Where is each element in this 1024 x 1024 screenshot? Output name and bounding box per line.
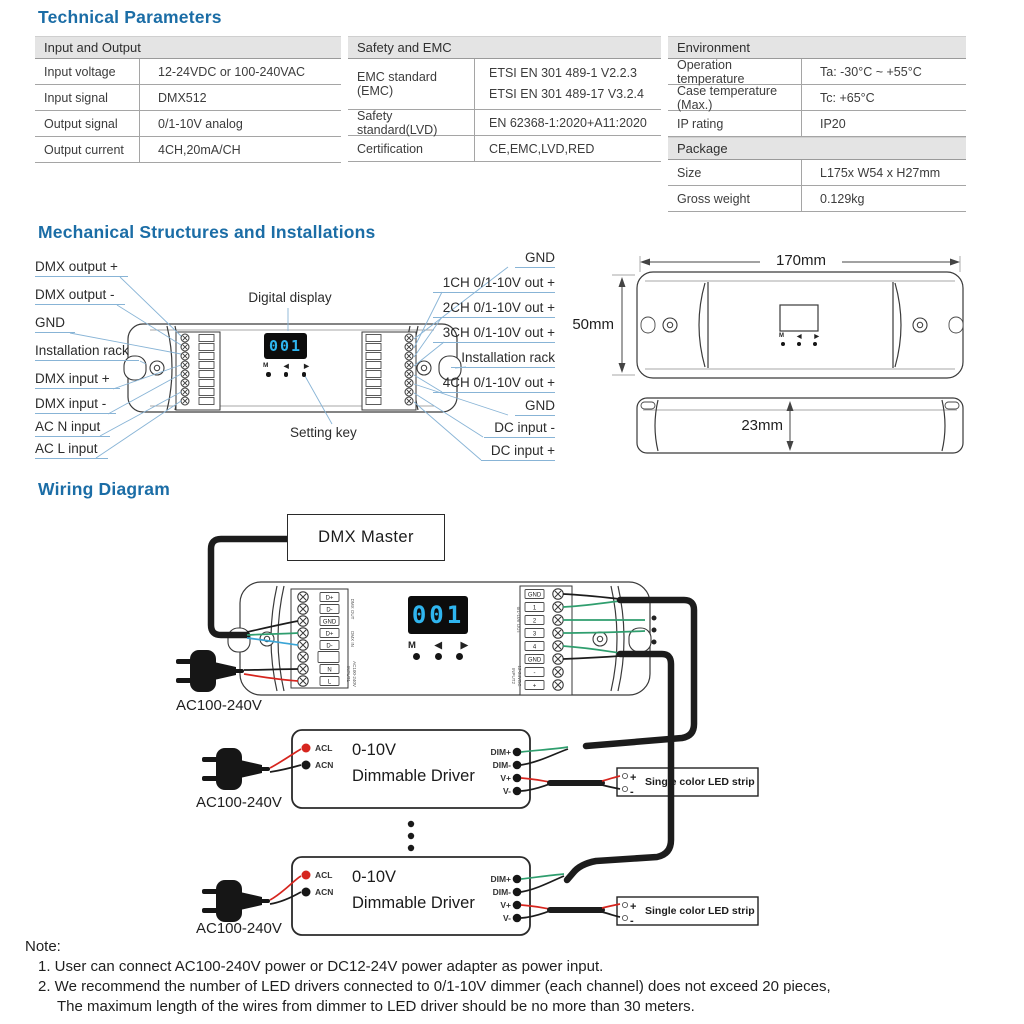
terminal-label: - bbox=[533, 670, 536, 677]
row-value: DMX512 bbox=[158, 90, 207, 105]
table-subheader-package: Package bbox=[668, 137, 966, 160]
v-plus-label: V+ bbox=[500, 773, 511, 783]
table-safety-emc bbox=[348, 36, 661, 162]
table-header: Safety and EMC bbox=[348, 36, 661, 59]
terminal-label: GND bbox=[322, 619, 337, 626]
mech-top-view bbox=[612, 256, 963, 378]
table-header: Input and Output bbox=[35, 36, 341, 59]
row-label: Safety standard(LVD) bbox=[348, 110, 475, 135]
ac-plug-3 bbox=[202, 876, 301, 922]
page-title: Technical Parameters bbox=[38, 7, 222, 27]
mech-label-gnd-right-2: GND bbox=[515, 398, 555, 416]
acl-label: ACL bbox=[315, 743, 333, 753]
v-plus-label: V+ bbox=[500, 900, 511, 910]
mech-label-dmx-output-minus: DMX output - bbox=[35, 287, 125, 305]
ac-input-label-1: AC100-240V bbox=[176, 697, 262, 714]
row-value: 12-24VDC or 100-240VAC bbox=[158, 64, 306, 79]
table-row bbox=[668, 160, 966, 186]
terminal-label: 1 bbox=[532, 605, 537, 612]
key-right-icon: ▶ bbox=[303, 363, 309, 370]
terminal-label: L bbox=[327, 679, 332, 686]
table-input-output bbox=[35, 36, 341, 163]
table-row bbox=[35, 59, 341, 85]
driver-1-title bbox=[352, 737, 522, 789]
note-line-1: 1. User can connect AC100-240V power or DC12-24V power adapter as power input. bbox=[38, 958, 604, 975]
mech-label-installation-rack-right: Installation rack bbox=[451, 350, 555, 368]
key-right-icon: ▶ bbox=[814, 334, 819, 340]
driver-line1: 0-10V bbox=[352, 741, 397, 759]
port-group-dmx-out: DMX OUT bbox=[350, 598, 355, 620]
mech-label-dmx-input-minus: DMX input - bbox=[35, 396, 116, 414]
row-value bbox=[475, 59, 661, 109]
port-group-input1-volt: AC100-240V bbox=[352, 661, 357, 687]
row-label: Output signal bbox=[35, 111, 140, 136]
dim-minus-label: DIM- bbox=[492, 887, 511, 897]
row-label: EMC standard (EMC) bbox=[348, 59, 475, 109]
row-value: 4CH,20mA/CH bbox=[158, 142, 241, 157]
key-left-icon: ◀ bbox=[434, 640, 442, 651]
terminal-label: N bbox=[327, 667, 332, 674]
row-value: CE,EMC,LVD,RED bbox=[489, 141, 595, 156]
mech-side-view bbox=[637, 398, 963, 453]
mech-label-dmx-output-plus: DMX output + bbox=[35, 259, 128, 277]
terminal-label: 3 bbox=[532, 631, 537, 638]
mech-label-1ch-out: 1CH 0/1-10V out + bbox=[433, 275, 555, 293]
table-row bbox=[348, 110, 661, 136]
row-value: Tc: +65°C bbox=[820, 90, 875, 105]
table-row bbox=[348, 59, 661, 110]
v-minus-label: V- bbox=[502, 913, 511, 923]
row-label: Output current bbox=[35, 137, 140, 162]
terminal-label: D- bbox=[326, 643, 333, 650]
minus-sign: - bbox=[630, 786, 634, 798]
key-right-icon: ▶ bbox=[460, 640, 468, 651]
terminal-label: + bbox=[532, 683, 537, 690]
row-value: 0/1-10V analog bbox=[158, 116, 243, 131]
mech-label-ac-l-input: AC L input bbox=[35, 441, 108, 459]
dim-50mm bbox=[612, 275, 635, 375]
dim-height-label: 50mm bbox=[572, 316, 614, 333]
acl-label: ACL bbox=[315, 870, 333, 880]
table-row bbox=[35, 137, 341, 163]
setting-key-buttons-wiring bbox=[413, 653, 463, 660]
mech-label-installation-rack: Installation rack bbox=[35, 343, 139, 361]
mech-label-gnd: GND bbox=[35, 315, 75, 333]
digital-display-label: Digital display bbox=[248, 290, 332, 305]
mech-label-ac-n-input: AC N input bbox=[35, 419, 110, 437]
setting-keys bbox=[263, 362, 309, 370]
key-m: M bbox=[408, 640, 416, 651]
table-row bbox=[668, 59, 966, 85]
digital-display-wiring: 001 bbox=[408, 596, 468, 634]
mech-label-gnd-right: GND bbox=[515, 250, 555, 268]
key-m: M bbox=[779, 333, 784, 339]
led-strip-1-label: Single color LED strip bbox=[645, 776, 755, 788]
dim-minus-label: DIM- bbox=[492, 760, 511, 770]
led-strip-2-label: Single color LED strip bbox=[645, 905, 755, 917]
mech-label-dmx-input-plus: DMX input + bbox=[35, 371, 120, 389]
table-row bbox=[35, 85, 341, 111]
ac-input-label-3: AC100-240V bbox=[196, 920, 282, 937]
terminal-label: D+ bbox=[325, 595, 334, 602]
row-label: Operation temperature bbox=[668, 59, 802, 84]
port-group-input2: INPUT2 bbox=[511, 667, 516, 685]
terminal-label: 4 bbox=[532, 644, 537, 651]
table-row bbox=[35, 111, 341, 137]
row-label: Case temperature (Max.) bbox=[668, 85, 802, 110]
row-value: L175x W54 x H27mm bbox=[820, 165, 941, 180]
terminal-label: D+ bbox=[325, 631, 334, 638]
table-environment bbox=[668, 36, 966, 212]
row-label: IP rating bbox=[668, 111, 802, 136]
note-line-2: 2. We recommend the number of LED drivers connected to 0/1-10V dimmer (each channel) does not exceed 20 pieces, bbox=[38, 978, 831, 995]
port-group-dmx-in: DMX IN bbox=[350, 631, 355, 647]
table-row bbox=[348, 136, 661, 162]
key-left-icon: ◀ bbox=[283, 363, 289, 370]
row-label: Input signal bbox=[35, 85, 140, 110]
port-group-input1: INPUT1 bbox=[346, 665, 351, 683]
setting-key-label: Setting key bbox=[290, 425, 357, 440]
v-minus-label: V- bbox=[502, 786, 511, 796]
setting-key-buttons bbox=[266, 372, 306, 377]
driver-line2: Dimmable Driver bbox=[352, 894, 475, 912]
dim-depth-label: 23mm bbox=[741, 417, 783, 434]
row-label: Size bbox=[668, 160, 802, 185]
terminal-label: 2 bbox=[532, 618, 537, 625]
mech-label-3ch-out: 3CH 0/1-10V out + bbox=[433, 325, 555, 343]
more-drivers-ellipsis bbox=[408, 821, 414, 851]
note-line-3: The maximum length of the wires from dimmer to LED driver should be no more than 30 meters. bbox=[57, 998, 695, 1015]
emc-standard-1: ETSI EN 301 489-1 V2.2.3 bbox=[489, 66, 638, 80]
row-label: Input voltage bbox=[35, 59, 140, 84]
ac-plug-2 bbox=[202, 748, 301, 790]
table-row bbox=[668, 111, 966, 137]
digital-display: 001 bbox=[264, 333, 307, 359]
driver-line1: 0-10V bbox=[352, 868, 397, 886]
section-wiring: Wiring Diagram bbox=[38, 479, 170, 499]
row-label: Certification bbox=[348, 136, 475, 161]
dmx-master-box: DMX Master bbox=[287, 514, 445, 561]
driver-2-title bbox=[352, 864, 522, 916]
terminal-label: GND bbox=[527, 657, 542, 664]
row-value: Ta: -30°C ~ +55°C bbox=[820, 64, 922, 79]
emc-standard-2: ETSI EN 301 489-17 V3.2.4 bbox=[489, 87, 644, 101]
row-value: IP20 bbox=[820, 116, 846, 131]
acn-label: ACN bbox=[315, 760, 334, 770]
setting-key-buttons-top-view bbox=[781, 342, 817, 346]
port-group-010v-out: 0/1-10V OUT bbox=[516, 606, 521, 634]
dim-plus-label: DIM+ bbox=[490, 747, 511, 757]
plus-sign: + bbox=[630, 901, 637, 913]
mech-label-dc-input-minus: DC input - bbox=[484, 420, 555, 438]
minus-sign: - bbox=[630, 915, 634, 927]
setting-keys-wiring bbox=[408, 640, 468, 651]
table-row bbox=[668, 186, 966, 212]
driver-line2: Dimmable Driver bbox=[352, 767, 475, 785]
dim-plus-label: DIM+ bbox=[490, 874, 511, 884]
dim-length-label: 170mm bbox=[760, 252, 842, 269]
ac-input-label-2: AC100-240V bbox=[196, 794, 282, 811]
mech-label-2ch-out: 2CH 0/1-10V out + bbox=[433, 300, 555, 318]
note-title: Note: bbox=[25, 938, 61, 955]
plus-sign: + bbox=[630, 772, 637, 784]
terminal-label: GND bbox=[527, 592, 542, 599]
mech-label-4ch-out: 4CH 0/1-10V out + bbox=[433, 375, 555, 393]
row-value: EN 62368-1:2020+A11:2020 bbox=[489, 115, 647, 130]
row-value: 0.129kg bbox=[820, 191, 865, 206]
terminal-label: D- bbox=[326, 607, 333, 614]
table-row bbox=[668, 85, 966, 111]
key-left-icon: ◀ bbox=[796, 334, 802, 340]
acn-label: ACN bbox=[315, 887, 334, 897]
mech-label-dc-input-plus: DC input + bbox=[481, 443, 555, 461]
row-label: Gross weight bbox=[668, 186, 802, 211]
section-mechanical: Mechanical Structures and Installations bbox=[38, 222, 376, 242]
setting-keys-top-view bbox=[779, 333, 819, 340]
port-group-input2-volt: 12-24VDC bbox=[517, 665, 522, 687]
table-header: Environment bbox=[668, 36, 966, 59]
key-m: M bbox=[263, 362, 269, 369]
